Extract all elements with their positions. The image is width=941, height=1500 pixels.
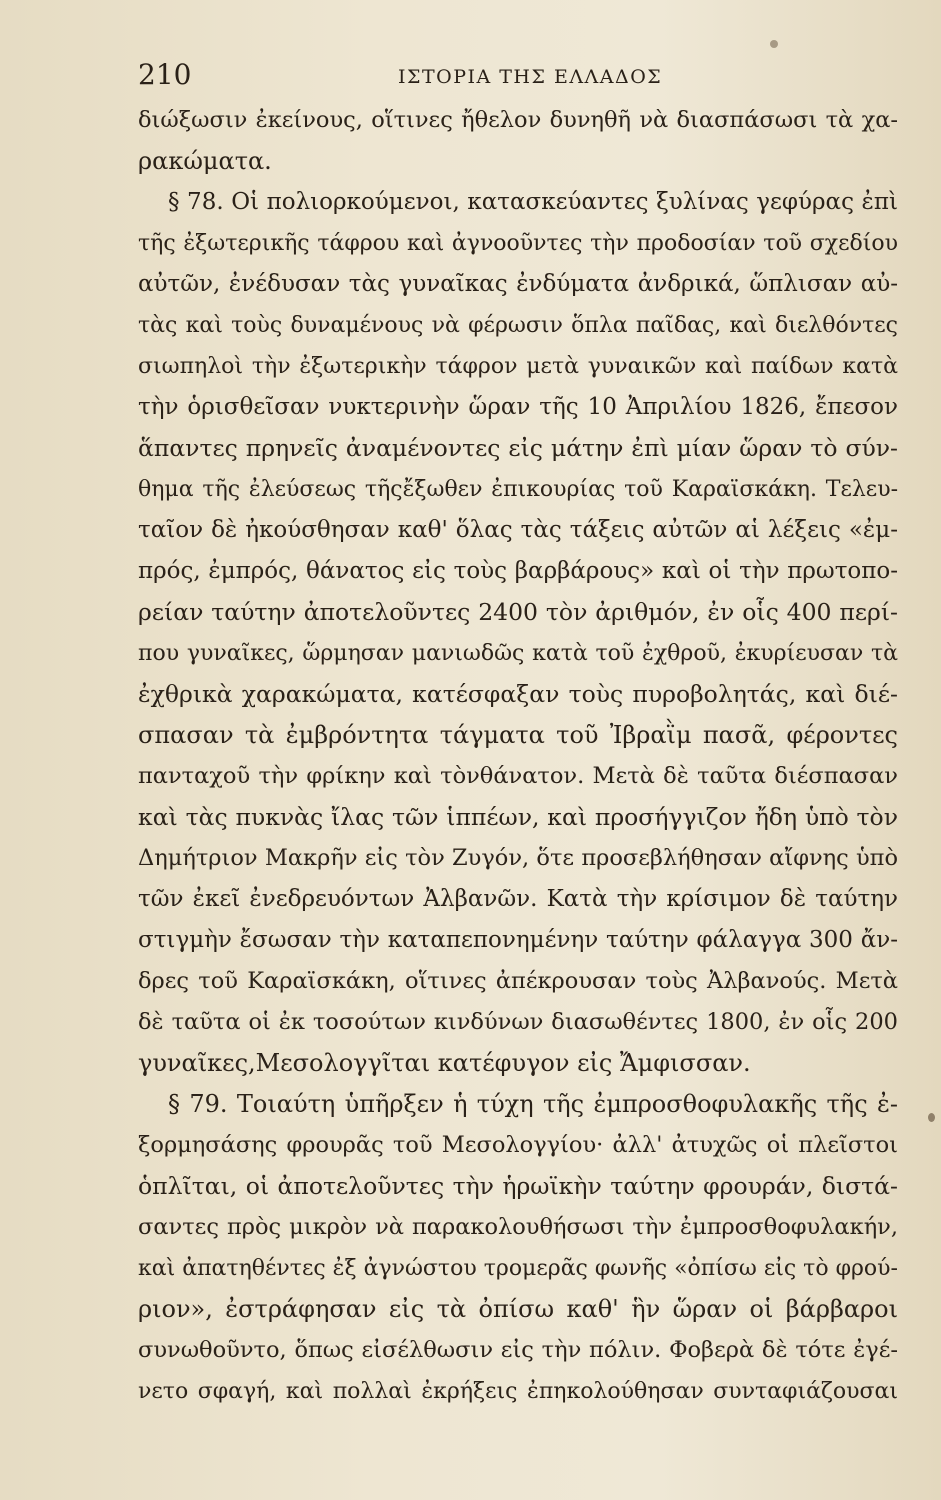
text-line: συνωθοῦντο, ὅπως εἰσέλθωσιν εἰς τὴν πόλιν. Φοβερὰ δὲ τότε ἐγέ-	[138, 1337, 898, 1363]
text-line: στιγμὴν ἔσωσαν τὴν καταπεπονημένην ταύτην φάλαγγα 300 ἄν-	[138, 927, 898, 953]
text-line: ρείαν ταύτην ἀποτελοῦντες 2400 τὸν ἀριθμόν, ἐν οἷς 400 περί-	[138, 598, 898, 626]
page-header	[138, 58, 898, 98]
text-line: ξορμησάσης φρουρᾶς τοῦ Μεσολογγίου· ἀλλ' ἀτυχῶς οἱ πλεῖστοι	[138, 1132, 898, 1158]
section-78-start-line: § 78. Οἱ πολιορκούμενοι, κατασκεύαντες ξυλίνας γεφύρας ἐπὶ	[168, 189, 898, 215]
text-line: ἐχθρικὰ χαρακώματα, κατέσφαξαν τοὺς πυροβολητάς, καὶ διέ-	[138, 680, 898, 708]
ink-spot	[928, 1113, 935, 1122]
text-line: ριον», ἐστράφησαν εἰς τὰ ὀπίσω καθ' ἣν ὥραν οἱ βάρβαροι	[138, 1295, 898, 1323]
text-line: σπασαν τὰ ἐμβρόντητα τάγματα τοῦ Ἰβραῒμ πασᾶ, φέροντες	[138, 721, 898, 749]
text-line: ἅπαντες πρηνεῖς ἀναμένοντες εἰς μάτην ἐπὶ μίαν ὥραν τὸ σύν-	[138, 434, 898, 462]
ink-spot	[770, 40, 778, 48]
text-line: δρες τοῦ Καραϊσκάκη, οἵτινες ἀπέκρουσαν τοὺς Ἀλβανούς. Μετὰ	[138, 968, 898, 994]
text-line: ὁπλῖται, οἱ ἀποτελοῦντες τὴν ἡρωϊκὴν ταύτην φρουράν, διστά-	[138, 1172, 898, 1200]
text-line: θημα τῆς ἐλεύσεως τῆςἔξωθεν ἐπικουρίας τοῦ Καραϊσκάκη. Τελευ-	[138, 477, 898, 502]
page-number: 210	[138, 58, 192, 91]
text-line: πανταχοῦ τὴν φρίκην καὶ τὸνθάνατον. Μετὰ δὲ ταῦτα διέσπασαν	[138, 763, 898, 789]
text-line: διώξωσιν ἐκείνους, οἵτινες ἤθελον δυνηθῆ νὰ διασπάσωσι τὰ χα-	[138, 107, 898, 133]
text-line: δὲ ταῦτα οἱ ἐκ τοσούτων κινδύνων διασωθέντες 1800, ἐν οἷς 200	[138, 1009, 898, 1035]
text-line: σαντες πρὸς μικρὸν νὰ παρακολουθήσωσι τὴν ἐμπροσθοφυλακήν,	[138, 1214, 898, 1240]
text-line: που γυναῖκες, ὥρμησαν μανιωδῶς κατὰ τοῦ ἐχθροῦ, ἐκυρίευσαν τὰ	[138, 641, 898, 666]
text-line: τὴν ὁρισθεῖσαν νυκτερινὴν ὥραν τῆς 10 Ἀπριλίου 1826, ἔπεσον	[138, 394, 898, 420]
text-line: τὰς καὶ τοὺς δυναμένους νὰ φέρωσιν ὅπλα παῖδας, καὶ διελθόντες	[138, 313, 898, 338]
text-line: καὶ τὰς πυκνὰς ἴλας τῶν ἱππέων, καὶ προσήγγιζον ἤδη ὑπὸ τὸν	[138, 803, 898, 831]
text-line: τῶν ἐκεῖ ἐνεδρευόντων Ἀλβανῶν. Κατὰ τὴν κρίσιμον δὲ ταύτην	[138, 886, 898, 912]
running-title: ΙΣΤΟΡΙΑ ΤΗΣ ΕΛΛΑΔΟΣ	[398, 66, 663, 88]
text-line: σιωπηλοὶ τὴν ἐξωτερικὴν τάφρον μετὰ γυναικῶν καὶ παίδων κατὰ	[138, 354, 898, 379]
text-line: νετο σφαγή, καὶ πολλαὶ ἐκρήξεις ἐπηκολούθησαν συνταφιάζουσαι	[138, 1379, 898, 1404]
text-line: γυναῖκες,Μεσολογγῖται κατέφυγον εἰς Ἄμφισσαν.	[138, 1049, 751, 1077]
text-line: αὐτῶν, ἐνέδυσαν τὰς γυναῖκας ἐνδύματα ἀνδρικά, ὥπλισαν αὐ-	[138, 271, 898, 297]
text-line: ταῖον δὲ ἠκούσθησαν καθ' ὅλας τὰς τάξεις αὐτῶν αἱ λέξεις «ἐμ-	[138, 517, 898, 543]
text-line: πρός, ἐμπρός, θάνατος εἰς τοὺς βαρβάρους» καὶ οἱ τὴν πρωτοπο-	[138, 558, 898, 584]
text-line: τῆς ἐξωτερικῆς τάφρου καὶ ἀγνοοῦντες τὴν προδοσίαν τοῦ σχεδίου	[138, 231, 898, 256]
text-line: Δημήτριον Μακρῆν εἰς τὸν Ζυγόν, ὅτε προσεβλήθησαν αἴφνης ὑπὸ	[138, 845, 898, 871]
text-line: καὶ ἀπατηθέντες ἐξ ἀγνώστου τρομερᾶς φωνῆς «ὀπίσω εἰς τὸ φρού-	[138, 1256, 898, 1281]
text-line: ρακώματα.	[138, 147, 272, 175]
section-79-start-line: § 79. Τοιαύτη ὑπῆρξεν ἡ τύχη τῆς ἐμπροσθοφυλακῆς τῆς ἐ-	[168, 1090, 898, 1118]
page-body	[138, 100, 898, 1412]
